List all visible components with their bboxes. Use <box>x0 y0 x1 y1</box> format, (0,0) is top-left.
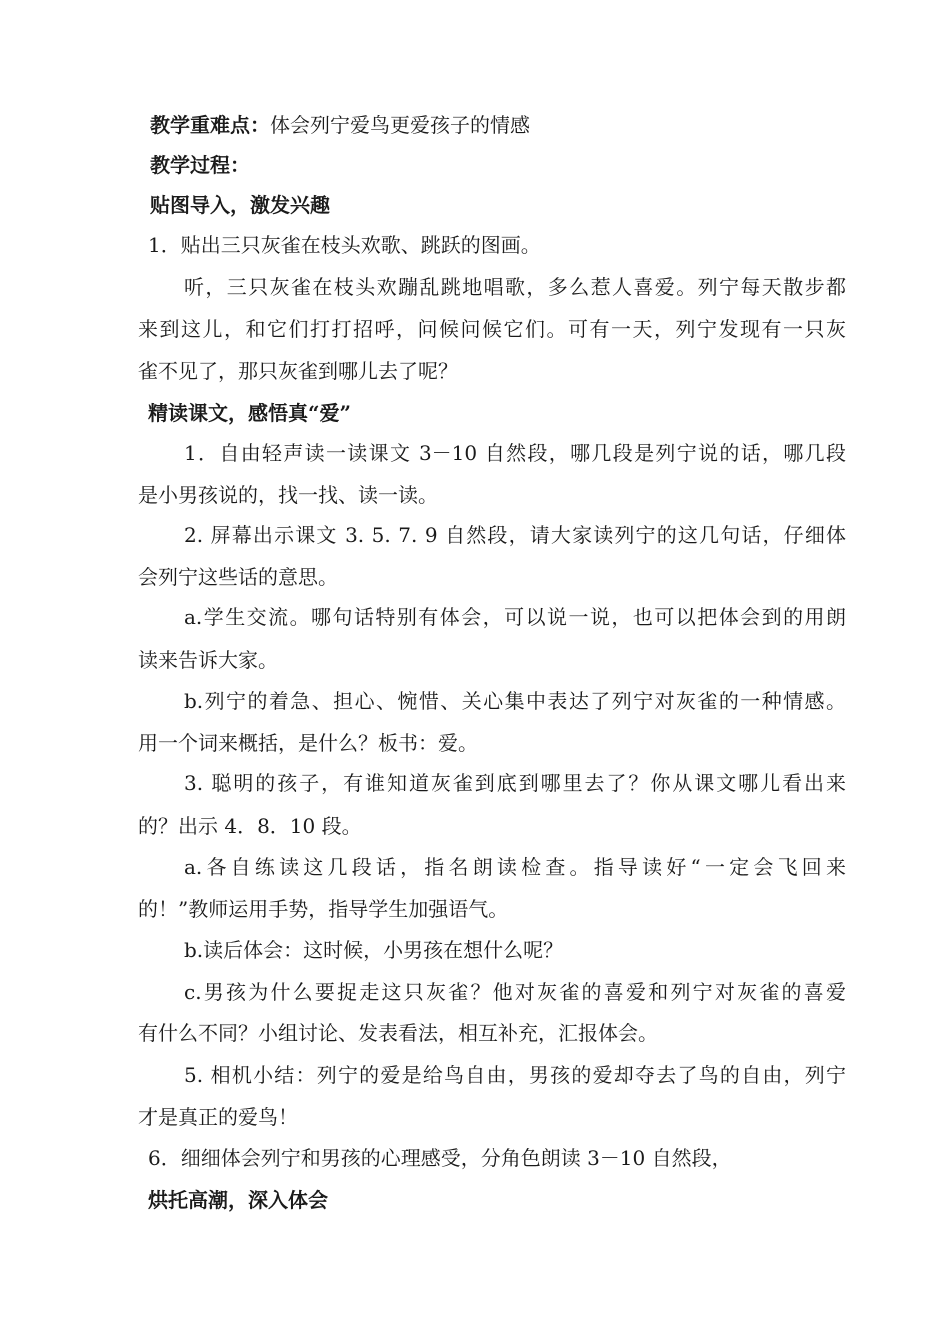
section-1-paragraph-line: 来到这儿，和它们打打招呼，问候问候它们。可有一天，列宁发现有一只灰 <box>138 317 846 341</box>
section-2-item-3b: b.读后体会：这时候，小男孩在想什么呢？ <box>184 938 564 962</box>
section-2-item-2b-line: b.列宁的着急、担心、惋惜、关心集中表达了列宁对灰雀的一种情感。 <box>184 689 846 713</box>
section-2-item-5-line: 才是真正的爱鸟！ <box>138 1105 298 1129</box>
section-2-item-2a-line: a.学生交流。哪句话特别有体会，可以说一说，也可以把体会到的用朗 <box>184 605 846 629</box>
section-2-item-2a-line: 读来告诉大家。 <box>138 648 278 672</box>
key-points-label: 教学重难点： <box>150 113 270 137</box>
section-2-item-1-line: 1．自由轻声读一读课文 3－10 自然段，哪几段是列宁说的话，哪几段 <box>184 441 846 465</box>
section-2-item-6: 6．细细体会列宁和男孩的心理感受，分角色朗读 3－10 自然段， <box>148 1146 732 1170</box>
section-2-item-3a-line: 的！”教师运用手势，指导学生加强语气。 <box>138 897 509 921</box>
key-points-text: 体会列宁爱鸟更爱孩子的情感 <box>270 113 530 137</box>
section-1-item-1: 1．贴出三只灰雀在枝头欢歌、跳跃的图画。 <box>148 233 541 257</box>
section-1-paragraph-line: 雀不见了，那只灰雀到哪儿去了呢？ <box>138 359 458 383</box>
section-2-item-1-line: 是小男孩说的，找一找、读一读。 <box>138 483 438 507</box>
section-2-item-2-line: 2. 屏幕出示课文 3. 5. 7. 9 自然段，请大家读列宁的这几句话，仔细体 <box>184 523 846 547</box>
section-2-item-3-line: 3. 聪明的孩子，有谁知道灰雀到底到哪里去了？你从课文哪儿看出来 <box>184 771 846 795</box>
section-1-title: 贴图导入，激发兴趣 <box>150 193 330 217</box>
section-3-title: 烘托高潮，深入体会 <box>148 1188 328 1212</box>
section-2-item-3-line: 的？出示 4．8．10 段。 <box>138 814 362 838</box>
section-2-item-3a-line: a.各自练读这几段话，指名朗读检查。指导读好“一定会飞回来 <box>184 855 846 879</box>
section-2-item-3c-line: 有什么不同？小组讨论、发表看法，相互补充，汇报体会。 <box>138 1021 658 1045</box>
key-points-line <box>150 110 530 140</box>
section-2-item-3c-line: c.男孩为什么要捉走这只灰雀？他对灰雀的喜爱和列宁对灰雀的喜爱 <box>184 980 846 1004</box>
section-2-title: 精读课文，感悟真“爱” <box>148 401 352 425</box>
section-2-item-2-line: 会列宁这些话的意思。 <box>138 565 338 589</box>
process-heading: 教学过程： <box>150 153 250 177</box>
section-2-item-5-line: 5. 相机小结：列宁的爱是给鸟自由，男孩的爱却夺去了鸟的自由，列宁 <box>184 1063 846 1087</box>
section-1-paragraph-line: 听，三只灰雀在枝头欢蹦乱跳地唱歌，多么惹人喜爱。列宁每天散步都 <box>184 275 846 299</box>
section-2-item-2b-line: 用一个词来概括，是什么？板书：爱。 <box>138 731 478 755</box>
